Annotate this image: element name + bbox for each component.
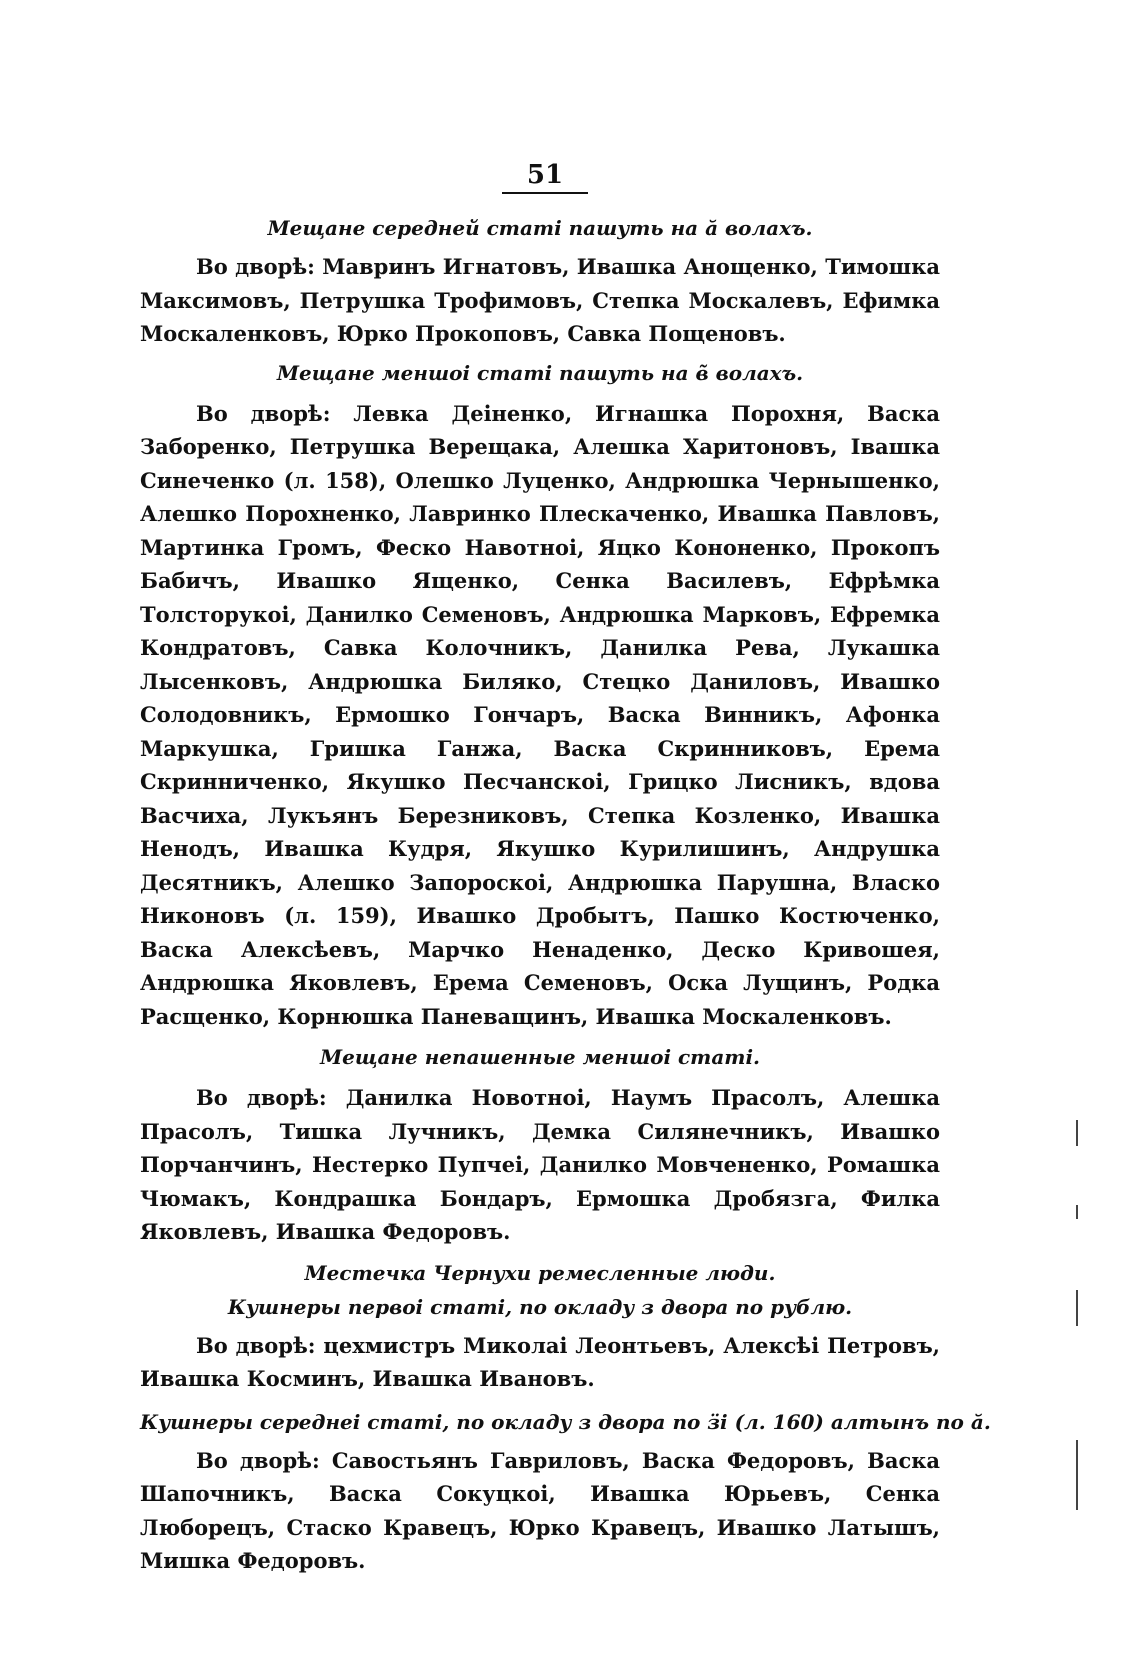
section-heading: Местечка Чернухи ремесленные люди. xyxy=(304,1260,776,1285)
margin-mark xyxy=(1076,1290,1078,1326)
margin-mark xyxy=(1076,1440,1078,1510)
page-number: 51 xyxy=(526,160,564,190)
page-number-rule xyxy=(502,192,588,194)
margin-mark xyxy=(1076,1120,1078,1146)
section-heading: Кушнеры середнеі статі, по окладу з двора по ӟі (л. 160) алтынъ по ӑ. xyxy=(140,1409,991,1434)
section-paragraph: Во дворѣ: Левка Деіненко, Игнашка Порохня, Васка Заборенко, Петрушка Верещака, Алешка Харитоновъ, Івашка Синеченко (л. 158), Олешко Луценко, Андрюшка Чернышенко, Алешко Порохненко, Лавринко Плескаченко, Ивашка Павловъ, Мартинка Громъ, Феско Навотноі, Яцко Кононенко, Прокопъ Бабичъ, Ивашко Ященко, Сенка Василевъ, Ефрѣмка Толсторукоі, Данилко Семеновъ, Андрюшка Марковъ, Ефремка Кондратовъ, Савка Колочникъ, Данилка Рева, Лукашка Лысенковъ, Андрюшка Биляко, Стецко Даниловъ, Ивашко Солодовникъ, Ермошко Гончаръ, Васка Винникъ, Афонка Маркушка, Гришка Ганжа, Васка Скринниковъ, Ерема Скринниченко, Якушко Песчанскоі, Грицко Лисникъ, вдова Васчиха, Лукъянъ Березниковъ, Степка Козленко, Ивашка Ненодъ, Ивашка Кудря, Якушко Курилишинъ, Андрушка Десятникъ, Алешко Запороскоі, Андрюшка Парушна, Власко Никоновъ (л. 159), Ивашко Дробытъ, Пашко Костюченко, Васка Алексѣевъ, Марчко Ненаденко, Деско Кривошея, Андрюшка Яковлевъ, Ерема Семеновъ, Оска Лущинъ, Родка Расщенко, Корнюшка Паневащинъ, Ивашка Москаленковъ. xyxy=(140,400,940,1029)
section-heading: Мещане меншоі статі пашуть на в̃ волахъ. xyxy=(276,360,804,385)
section-paragraph: Во дворѣ: Мавринъ Игнатовъ, Ивашка Анощенко, Тимошка Максимовъ, Петрушка Трофимовъ, Степка Москалевъ, Ефимка Москаленковъ, Юрко Прокоповъ, Савка Пощеновъ. xyxy=(140,254,940,346)
margin-mark xyxy=(1076,1205,1078,1219)
page-body xyxy=(140,212,991,1578)
section-paragraph: Во дворѣ: цехмистръ Миколаі Леонтьевъ, Алексѣі Петровъ, Ивашка Косминъ, Ивашка Ивановъ. xyxy=(140,1332,940,1391)
section-paragraph: Во дворѣ: Савостьянъ Гавриловъ, Васка Федоровъ, Васка Шапочникъ, Васка Сокуцкоі, Ивашка Юрьевъ, Сенка Люборецъ, Стаско Кравецъ, Юрко Кравецъ, Ивашко Латышъ, Мишка Федоровъ. xyxy=(140,1447,940,1573)
section-paragraph: Во дворѣ: Данилка Новотноі, Наумъ Прасолъ, Алешка Прасолъ, Тишка Лучникъ, Демка Силянечникъ, Ивашко Порчанчинъ, Нестерко Пупчеі, Данилко Мовчененко, Ромашка Чюмакъ, Кондрашка Бондаръ, Ермошка Дробязга, Филка Яковлевъ, Ивашка Федоровъ. xyxy=(140,1085,940,1244)
section-heading: Кушнеры первоі статі, по окладу з двора по рублю. xyxy=(227,1294,853,1319)
section-heading: Мещане непашенные меншоі статі. xyxy=(319,1045,761,1069)
section-heading: Мещане середней статі пашуть на ӑ волахъ. xyxy=(267,216,813,240)
